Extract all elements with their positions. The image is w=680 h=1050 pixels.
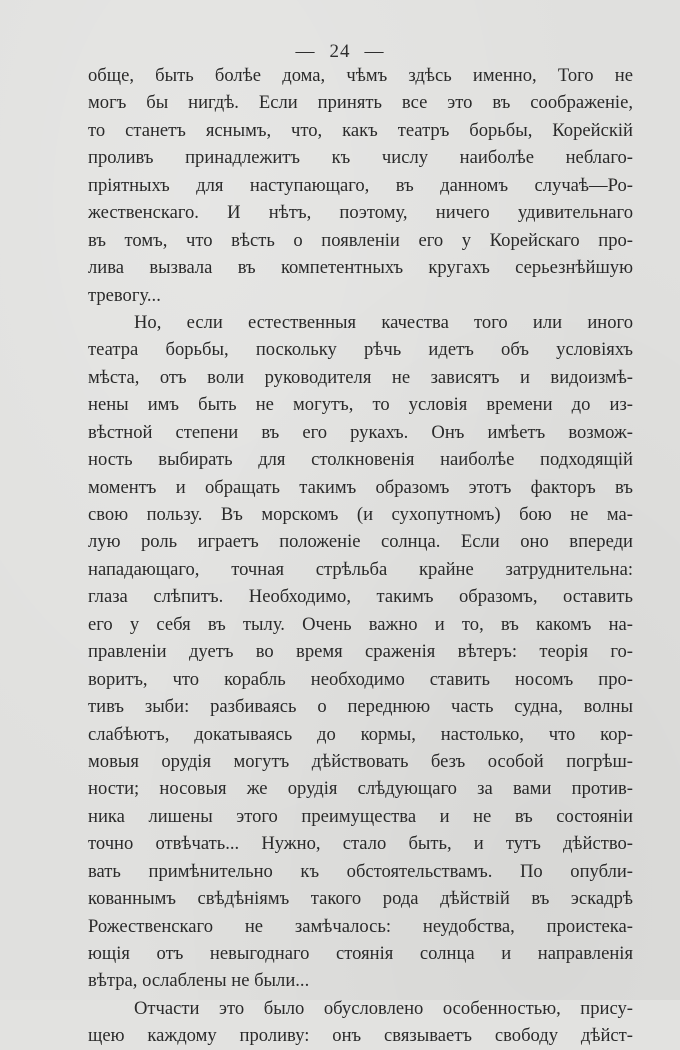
text-line: мовыя орудiя могутъ дѣйствовать безъ особой погрѣш- <box>88 750 633 772</box>
page-number-dash-left: — <box>295 41 316 62</box>
text-line: театра борьбы, поскольку рѣчь идетъ объ условiяхъ <box>88 339 633 361</box>
text-line: ность выбирать для столкновенiя наиболѣе подходящiй <box>88 449 633 471</box>
text-line: слабѣютъ, докатываясь до кормы, настолько, что кор- <box>88 723 633 745</box>
text-line: ности; носовыя же орудiя слѣдующаго за вами против- <box>88 778 633 800</box>
page-number-dash-right: — <box>364 41 385 62</box>
text-line: свою пользу. Въ морскомъ (и сухопутномъ) бою не ма- <box>88 504 633 525</box>
text-line: въ томъ, что вѣсть о появленiи его у Корейскаго про- <box>88 229 633 251</box>
text-line: нены имъ быть не могутъ, то условiя времени до из- <box>88 394 633 416</box>
paragraph <box>88 62 633 309</box>
text-line: кованнымъ свѣдѣнiямъ такого рода дѣйствiй въ эскадрѣ <box>88 888 633 910</box>
text-line: общe, быть болѣе дома, чѣмъ здѣсь именно, Того не <box>88 65 633 86</box>
paragraph <box>88 995 633 1050</box>
paragraph <box>88 309 633 995</box>
text-line: глаза слѣпитъ. Необходимо, такимъ образомъ, оставить <box>88 586 633 608</box>
text-line: тревогу... <box>88 284 161 306</box>
text-line: вѣстной степени въ его рукахъ. Онъ имѣетъ возмож- <box>88 421 633 443</box>
text-line: нападающаго, точная стрѣльба крайне затруднительна: <box>88 558 633 580</box>
text-line: моментъ и обращать такимъ образомъ этотъ факторъ въ <box>88 476 633 498</box>
text-line: лива вызвала въ компетентныхъ кругахъ серьезнѣйшую <box>88 257 633 279</box>
text-line: вѣтра, ослаблены не были... <box>88 970 310 992</box>
text-line: щею каждому проливу: онъ связываетъ свободу дѣйст- <box>88 1025 633 1047</box>
text-line: могъ бы нигдѣ. Если принять все это въ соображенiе, <box>88 92 633 114</box>
text-line: вать примѣнительно къ обстоятельствамъ. По опубли- <box>88 860 633 882</box>
text-line: правленiи дуетъ во время сраженiя вѣтеръ: теорiя го- <box>88 641 633 663</box>
page-number: 24 <box>329 41 351 62</box>
text-line: его у себя въ тылу. Очень важно и то, въ какомъ на- <box>88 613 633 635</box>
text-line: ющiя отъ невыгоднаго стоянiя солнца и направленiя <box>88 943 633 964</box>
text-line: проливъ принадлежитъ къ числу наиболѣе неблаго- <box>88 147 633 169</box>
text-line: то станетъ яснымъ, что, какъ театръ борьбы, Корейскiй <box>88 119 633 141</box>
text-line: точно отвѣчать... Нужно, стало быть, и тутъ дѣйство- <box>88 833 633 855</box>
text-line: Рожественскаго не замѣчалось: неудобства, проистека- <box>88 915 633 937</box>
page-number-header <box>0 41 680 63</box>
body-text <box>88 62 633 1050</box>
text-line: Отчасти это было обусловлено особенностью, прису- <box>134 997 633 1019</box>
text-line: лую роль играетъ положенiе солнца. Если оно впереди <box>88 531 633 553</box>
text-line: ника лишены этого преимущества и не въ состоянiи <box>88 805 633 827</box>
text-line: жественскаго. И нѣтъ, поэтому, ничего удивительнаго <box>88 202 633 224</box>
text-line: Но, если естественныя качества того или иного <box>134 311 633 333</box>
text-line: тивъ зыби: разбиваясь о переднюю часть судна, волны <box>88 696 633 718</box>
text-line: мѣста, отъ воли руководителя не зависятъ и видоизмѣ- <box>88 366 633 388</box>
text-line: воритъ, что корабль необходимо ставить носомъ про- <box>88 668 633 690</box>
text-line: прiятныхъ для наступающаго, въ данномъ случаѣ—Ро- <box>88 174 633 196</box>
